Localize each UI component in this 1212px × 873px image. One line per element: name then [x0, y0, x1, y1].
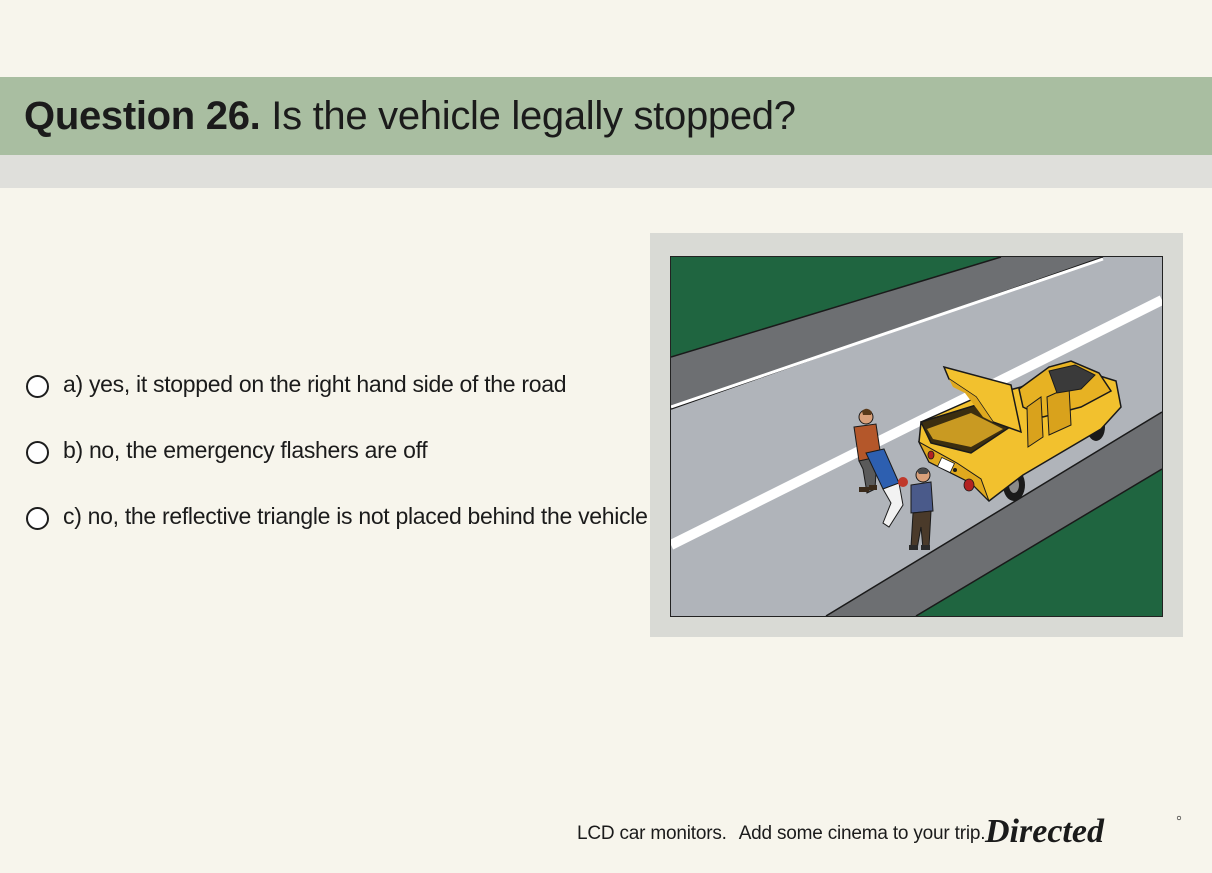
answer-option-c[interactable] [26, 498, 648, 564]
radio-button-c[interactable] [26, 507, 49, 530]
answer-label-b: b) no, the emergency flashers are off [63, 437, 428, 463]
brand-wordmark: Directed [985, 813, 1104, 850]
road-scene-illustration [670, 256, 1163, 617]
answer-option-b[interactable] [26, 432, 648, 498]
man-in-blue-shirt [909, 468, 933, 550]
question-title [24, 92, 796, 140]
answer-label-c: c) no, the reflective triangle is not placed behind the vehicle [63, 503, 648, 529]
directed-logo [983, 808, 1183, 850]
footer-tagline [577, 822, 985, 846]
header-divider [0, 155, 1212, 188]
tagline-product: LCD car monitors. [577, 823, 727, 844]
answer-options [26, 366, 648, 564]
radio-button-b[interactable] [26, 441, 49, 464]
question-text: Is the vehicle legally stopped? [271, 94, 796, 138]
question-number: Question 26. [24, 94, 261, 138]
radio-button-a[interactable] [26, 375, 49, 398]
answer-option-a[interactable] [26, 366, 648, 432]
illustration-frame [650, 233, 1183, 637]
tagline-slogan: Add some cinema to your trip. [738, 823, 986, 844]
answer-label-a: a) yes, it stopped on the right hand side of the road [63, 371, 567, 397]
road-scene-image [671, 257, 1162, 616]
